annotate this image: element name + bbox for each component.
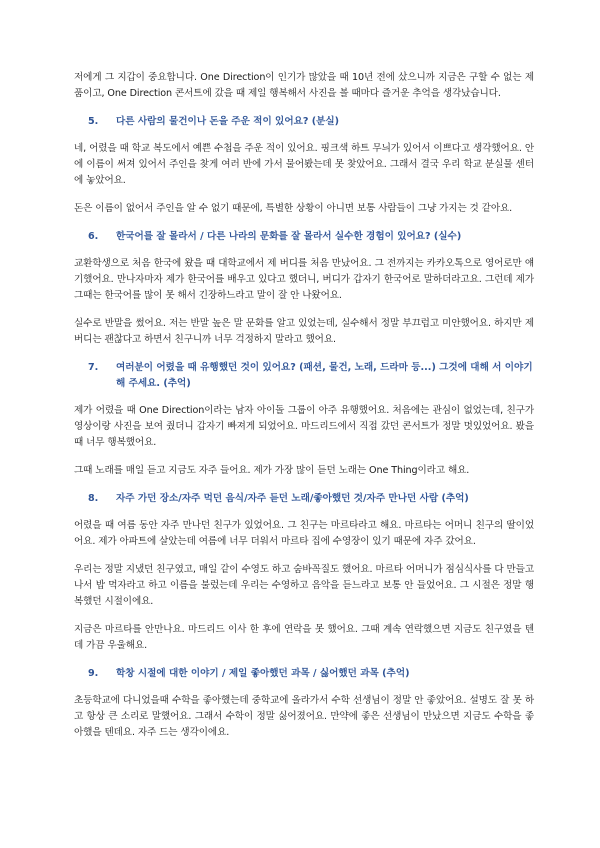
paragraph: 네, 어렸을 때 학교 복도에서 예쁜 수첩을 주운 적이 있어요. 핑크색 하트 무늬가 있어서 이쁘다고 생각했어요. 안에 이름이 써져 있어서 주인을 찾게 여러 반에 가서 물어봤는데 못 찾았어요. 그래서 결국 우리 학교 분실물 센터에 놓았어요.: [74, 143, 534, 186]
question-number: 8.: [88, 493, 99, 504]
question-text: 여러분이 어렸을 때 유행했던 것이 있어요? (패션, 물건, 노래, 드라마 등...) 그것에 대해 서 이야기해 주세요. (추억): [116, 362, 533, 389]
question-text: 자주 가던 장소/자주 먹던 음식/자주 듣던 노래/좋아했던 것/자주 만나던 사람 (추억): [116, 493, 469, 504]
question-text: 학창 시절에 대한 이야기 / 제일 좋아했던 과목 / 싫어했던 과목 (추억): [116, 668, 410, 679]
paragraph: 실수로 반말을 썼어요. 저는 반말 높은 말 문화를 알고 있었는데, 실수해서 정말 부끄럽고 미안했어요. 하지만 제 버디는 괜찮다고 하면서 친구니까 너무 걱정하지 말라고 했어요.: [74, 318, 534, 345]
question-heading: [74, 360, 534, 392]
question-number: 6.: [88, 231, 99, 242]
paragraph: 제가 어렸을 때 One Direction이라는 남자 아이돌 그룹이 아주 유행했어요. 처음에는 관심이 없었는데, 친구가 영상이랑 사진을 보여 줬더니 갑자기 빠져게 되었어요. 마드리드에서 직접 갔던 콘서트가 정말 멋있었어요. 봤을 때 너무 행복했어요.: [74, 405, 534, 448]
question-heading: [74, 491, 534, 507]
paragraph: 돈은 이름이 없어서 주인을 알 수 없기 때문에, 특별한 상황이 아니면 보통 사람들이 그냥 가지는 것 같아요.: [74, 203, 513, 214]
question-number: 9.: [88, 668, 99, 679]
question-text: 다른 사람의 물건이나 돈을 주운 적이 있어요? (분실): [116, 116, 340, 127]
question-heading: [74, 229, 534, 245]
paragraph: 우리는 정말 지냈던 친구였고, 매일 같이 수영도 하고 숨바꼭질도 했어요. 마르타 어머니가 점심식사를 다 만들고 나서 밥 먹자라고 하고 이름을 불렀는데 우리는 수영하고 음악을 듣느라고 보통 안 들었어요. 그 시절은 정말 행복했던 시절이에요.: [74, 564, 534, 607]
paragraph: 저에게 그 지갑이 중요합니다. One Direction이 인기가 많았을 때 10년 전에 샀으니까 지금은 구할 수 없는 제품이고, One Direction 콘서트에 갔을 때 제일 행복해서 사진을 볼 때마다 즐거운 추억을 생각났습니다.: [74, 72, 534, 99]
paragraph: 어렸을 때 여름 동안 자주 만나던 친구가 있었어요. 그 친구는 마르타라고 해요. 마르타는 어머니 친구의 딸이었어요. 제가 아파트에 살았는데 여름에 너무 더워서 마르타 집에 수영장이 있기 때문에 자주 갔어요.: [74, 520, 534, 547]
question-number: 5.: [88, 116, 99, 127]
question-number: 7.: [88, 362, 99, 373]
paragraph: 지금은 마르타를 안만나요. 마드리드 이사 한 후에 연락을 못 했어요. 그때 계속 연락했으면 지금도 친구였을 텐데 가끔 우울해요.: [74, 624, 534, 651]
question-heading: [74, 114, 534, 130]
paragraph: 그때 노래를 매일 듣고 지금도 자주 들어요. 제가 가장 많이 듣던 노래는 One Thing이라고 해요.: [74, 465, 470, 476]
paragraph: 초등학교에 다니었을때 수학을 좋아했는데 중학교에 올라가서 수학 선생님이 정말 안 좋았어요. 설명도 잘 못 하고 항상 큰 소리로 말했어요. 그래서 수학이 정말 싫어졌어요. 만약에 좋은 선생님이 만났으면 지금도 수학을 좋아했을 텐데요. 자주 드는 생각이에요.: [74, 695, 534, 738]
document-page: [74, 70, 534, 753]
question-heading: [74, 666, 534, 682]
question-text: 한국어를 잘 몰라서 / 다른 나라의 문화를 잘 몰라서 실수한 경험이 있어요? (실수): [116, 231, 462, 242]
paragraph: 교환학생으로 처음 한국에 왔을 때 대학교에서 제 버디를 처음 만났어요. 그 전까지는 카카오톡으로 영어로만 얘기했어요. 만나자마자 제가 한국어를 배우고 있다고 했더니, 버디가 갑자기 한국어로 말하더라고요. 그런데 제가 그때는 한국어를 많이 못 해서 긴장하느라고 말이 잘 안 나왔어요.: [74, 258, 534, 301]
